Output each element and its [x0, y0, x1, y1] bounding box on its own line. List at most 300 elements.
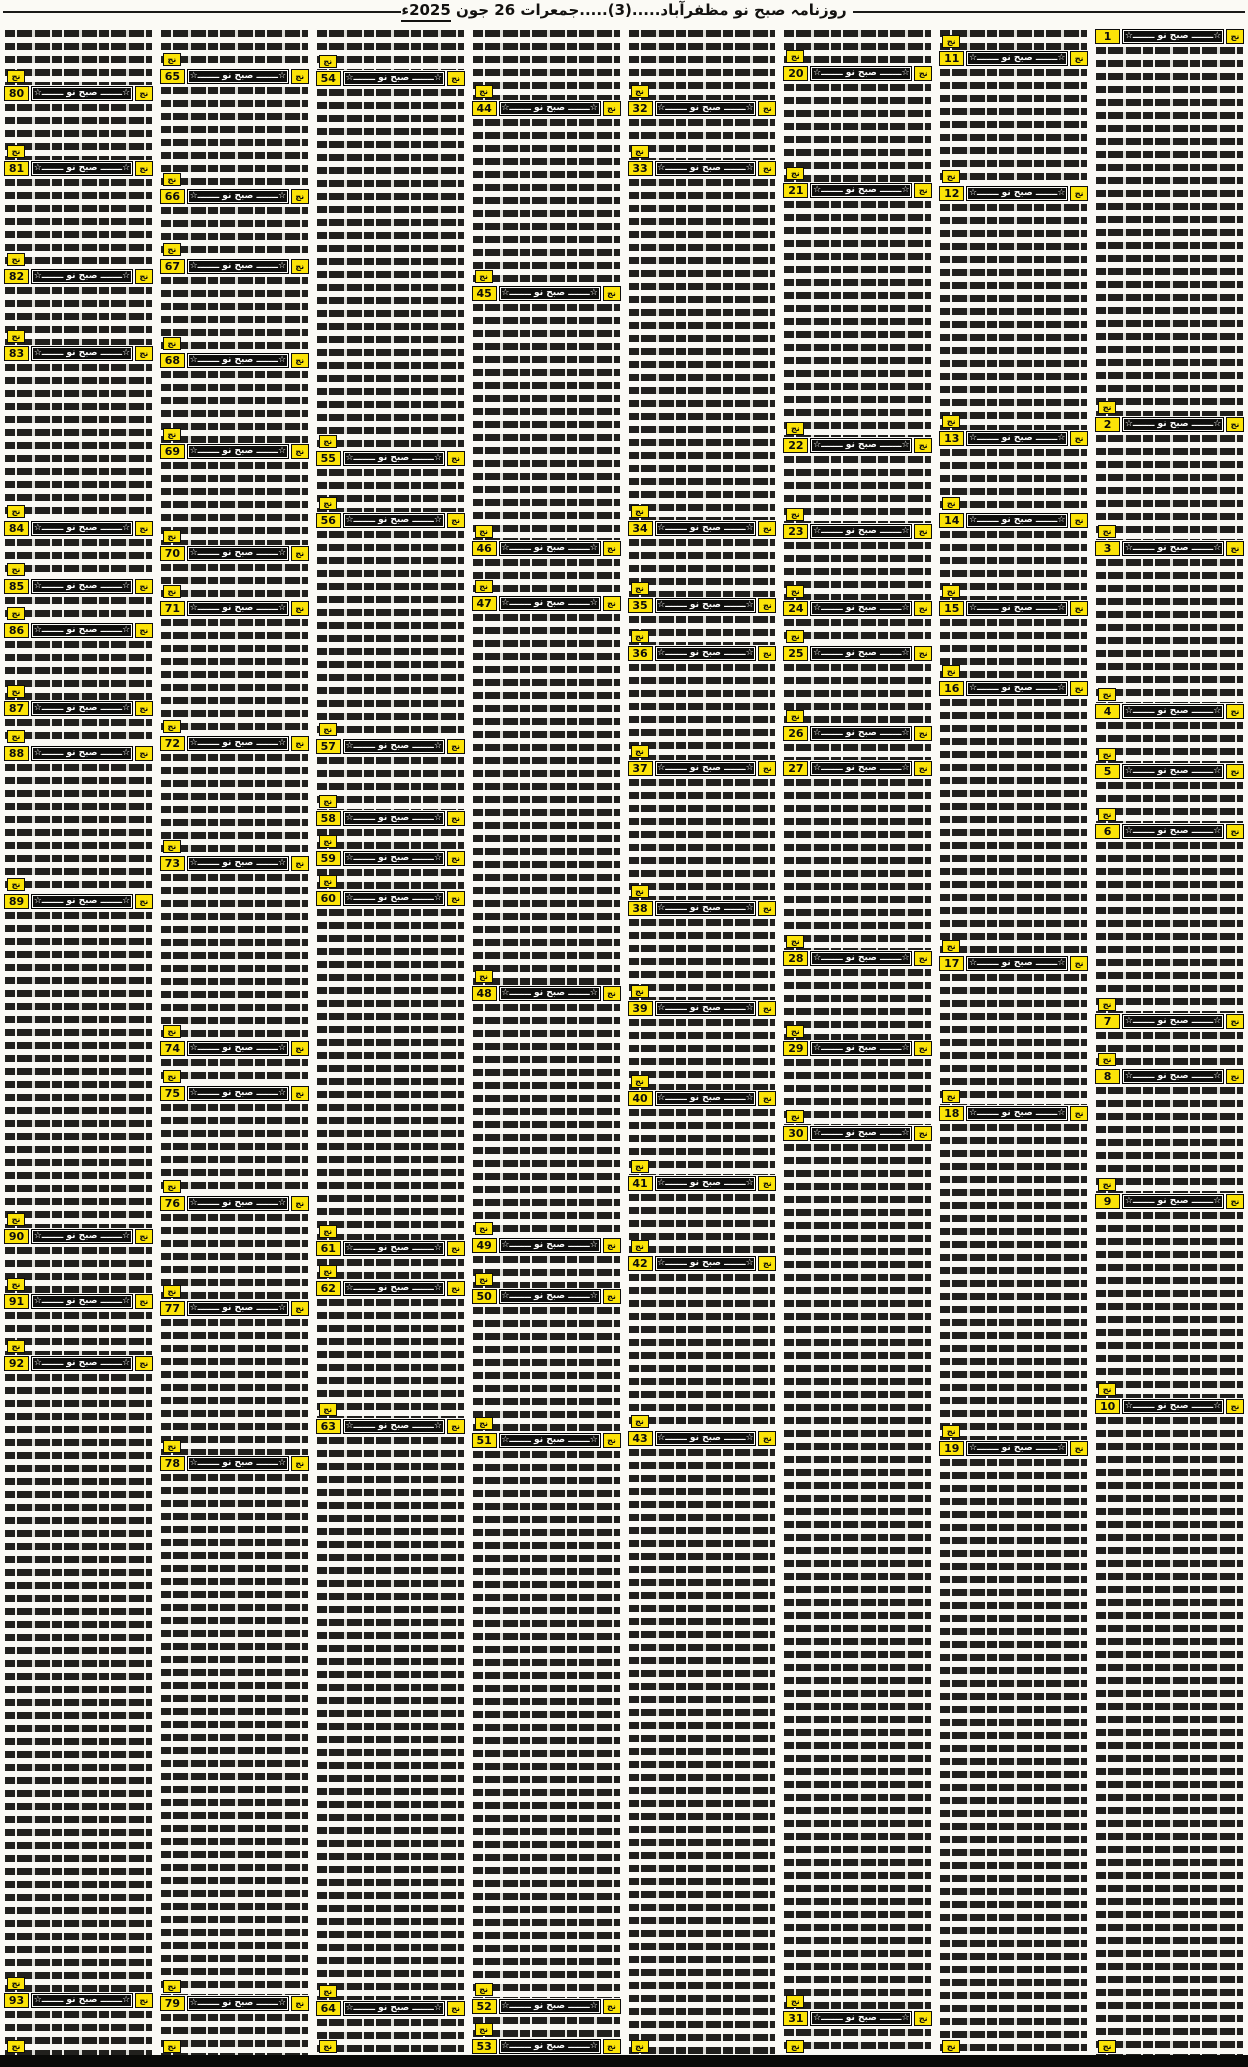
- item-header-marker: نج: [1070, 51, 1088, 66]
- item-body-text: [473, 557, 620, 595]
- item-body-text: [940, 447, 1087, 512]
- item-number-badge: 54: [316, 71, 341, 86]
- item-header-title: ☆ـــــــ صبح نو ـــــــ☆: [343, 451, 445, 466]
- item-header: [1095, 1193, 1244, 1210]
- item-header: [316, 810, 465, 827]
- item-header-title: ☆ـــــــ صبح نو ـــــــ☆: [31, 1229, 133, 1244]
- item-body-text: [784, 454, 931, 523]
- item-header-title: ☆ـــــــ صبح نو ـــــــ☆: [810, 951, 912, 966]
- item-header-title: ☆ـــــــ صبح نو ـــــــ☆: [31, 894, 133, 909]
- item-header: [939, 1105, 1088, 1122]
- item-number-badge: 18: [939, 1106, 964, 1121]
- item-header: [939, 600, 1088, 617]
- item-end-marker: نج: [163, 720, 181, 733]
- item-header-marker: نج: [135, 894, 153, 909]
- item-end-marker: نج: [163, 1440, 181, 1453]
- item-header-marker: نج: [914, 951, 932, 966]
- item-body-text: [317, 87, 464, 450]
- item-number-badge: 30: [783, 1126, 808, 1141]
- item-end-marker: نج: [319, 1265, 337, 1278]
- item-header: [939, 50, 1088, 67]
- item-end-marker: نج: [631, 1415, 649, 1428]
- item-body-text: [161, 275, 308, 352]
- item-header-title: ☆ـــــــ صبح نو ـــــــ☆: [187, 1456, 289, 1471]
- item-header: [316, 70, 465, 87]
- item-end-marker: نج: [475, 85, 493, 98]
- item-body-text: [940, 697, 1087, 955]
- item-body-text: [473, 1002, 620, 1237]
- item-end-marker: نج: [319, 1225, 337, 1238]
- item-header: [4, 622, 153, 639]
- item-end-marker: نج: [1098, 748, 1116, 761]
- item-number-badge: 22: [783, 438, 808, 453]
- item-header-marker: نج: [914, 183, 932, 198]
- item-header: [783, 2010, 932, 2027]
- item-header-marker: نج: [1226, 29, 1244, 44]
- item-header: [316, 450, 465, 467]
- item-header-title: ☆ـــــــ صبح نو ـــــــ☆: [655, 1001, 757, 1016]
- item-header-marker: نج: [1226, 1069, 1244, 1084]
- item-header: [783, 645, 932, 662]
- item-header-marker: نج: [291, 444, 309, 459]
- item-header-marker: نج: [135, 1993, 153, 2008]
- bottom-rule: [0, 2055, 1248, 2067]
- item-end-marker: نج: [942, 585, 960, 598]
- item-header-marker: نج: [914, 438, 932, 453]
- item-header: [1095, 823, 1244, 840]
- item-header-marker: نج: [758, 1431, 776, 1446]
- item-number-badge: 31: [783, 2011, 808, 2026]
- item-body-text: [5, 717, 152, 745]
- item-header-marker: نج: [603, 1433, 621, 1448]
- item-body-text: [5, 2009, 152, 2055]
- item-header-title: ☆ـــــــ صبح نو ـــــــ☆: [1122, 1069, 1224, 1084]
- item-number-badge: 76: [160, 1196, 185, 1211]
- item-header-title: ☆ـــــــ صبح نو ـــــــ☆: [499, 1289, 601, 1304]
- item-body-text: [473, 28, 620, 100]
- item-body-text: [940, 202, 1087, 430]
- item-number-badge: 15: [939, 601, 964, 616]
- item-number-badge: 91: [4, 1294, 29, 1309]
- item-header-marker: نج: [758, 1091, 776, 1106]
- item-header-marker: نج: [603, 101, 621, 116]
- item-body-text: [629, 177, 776, 520]
- item-body-text: [784, 742, 931, 760]
- item-end-marker: نج: [7, 505, 25, 518]
- item-number-badge: 75: [160, 1086, 185, 1101]
- item-header-title: ☆ـــــــ صبح نو ـــــــ☆: [31, 346, 133, 361]
- item-header-marker: نج: [291, 546, 309, 561]
- item-number-badge: 81: [4, 161, 29, 176]
- item-number-badge: 80: [4, 86, 29, 101]
- item-header: [939, 430, 1088, 447]
- item-header-title: ☆ـــــــ صبح نو ـــــــ☆: [655, 1256, 757, 1271]
- item-body-text: [784, 662, 931, 725]
- item-end-marker: نج: [1098, 1053, 1116, 1066]
- item-header-marker: نج: [135, 346, 153, 361]
- item-end-marker: نج: [319, 435, 337, 448]
- item-header-title: ☆ـــــــ صبح نو ـــــــ☆: [187, 189, 289, 204]
- item-number-badge: 42: [628, 1256, 653, 1271]
- item-number-badge: 20: [783, 66, 808, 81]
- item-body-text: [784, 1057, 931, 1125]
- item-header-title: ☆ـــــــ صبح نو ـــــــ☆: [187, 353, 289, 368]
- item-number-badge: 48: [472, 986, 497, 1001]
- item-header-title: ☆ـــــــ صبح نو ـــــــ☆: [31, 269, 133, 284]
- item-header: [4, 160, 153, 177]
- item-header-marker: نج: [1070, 1106, 1088, 1121]
- item-end-marker: نج: [7, 878, 25, 891]
- item-body-text: [317, 2017, 464, 2055]
- item-header: [628, 520, 777, 537]
- item-number-badge: 12: [939, 186, 964, 201]
- item-header: [472, 985, 621, 1002]
- item-header-title: ☆ـــــــ صبح نو ـــــــ☆: [31, 701, 133, 716]
- item-number-badge: 13: [939, 431, 964, 446]
- item-header-marker: نج: [1226, 1399, 1244, 1414]
- item-body-text: [784, 1142, 931, 2010]
- item-body-text: [940, 1122, 1087, 1440]
- item-body-text: [1096, 840, 1243, 1013]
- item-number-badge: 50: [472, 1289, 497, 1304]
- item-header-title: ☆ـــــــ صبح نو ـــــــ☆: [499, 1433, 601, 1448]
- item-header-marker: نج: [914, 646, 932, 661]
- item-body-text: [629, 1192, 776, 1255]
- item-number-badge: 55: [316, 451, 341, 466]
- item-number-badge: 51: [472, 1433, 497, 1448]
- item-header-marker: نج: [1070, 956, 1088, 971]
- item-header: [316, 512, 465, 529]
- news-column: [628, 28, 777, 2055]
- item-end-marker: نج: [942, 415, 960, 428]
- item-end-marker: نج: [319, 875, 337, 888]
- item-header-title: ☆ـــــــ صبح نو ـــــــ☆: [966, 431, 1068, 446]
- item-header: [160, 258, 309, 275]
- item-end-marker: نج: [475, 270, 493, 283]
- item-body-text: [629, 28, 776, 100]
- item-header-title: ☆ـــــــ صبح نو ـــــــ☆: [343, 811, 445, 826]
- news-column: [4, 28, 153, 2055]
- item-number-badge: 92: [4, 1356, 29, 1371]
- item-number-badge: 41: [628, 1176, 653, 1191]
- item-header-title: ☆ـــــــ صبح نو ـــــــ☆: [187, 736, 289, 751]
- item-end-marker: نج: [7, 685, 25, 698]
- item-end-marker: نج: [631, 145, 649, 158]
- item-body-text: [161, 205, 308, 258]
- item-body-text: [473, 2015, 620, 2038]
- news-column: [1095, 28, 1244, 2055]
- item-header: [472, 1432, 621, 1449]
- item-number-badge: 47: [472, 596, 497, 611]
- item-header: [316, 2000, 465, 2017]
- item-header-title: ☆ـــــــ صبح نو ـــــــ☆: [187, 856, 289, 871]
- item-number-badge: 68: [160, 353, 185, 368]
- item-header: [160, 1195, 309, 1212]
- item-header: [4, 520, 153, 537]
- item-end-marker: نج: [786, 585, 804, 598]
- item-number-badge: 8: [1095, 1069, 1120, 1084]
- item-body-text: [161, 369, 308, 443]
- item-header: [1095, 416, 1244, 433]
- item-header: [160, 352, 309, 369]
- item-number-badge: 52: [472, 1999, 497, 2014]
- item-header: [783, 760, 932, 777]
- item-header-marker: نج: [758, 1176, 776, 1191]
- item-header-marker: نج: [447, 513, 465, 528]
- item-number-badge: 87: [4, 701, 29, 716]
- item-body-text: [473, 1305, 620, 1432]
- item-header: [628, 645, 777, 662]
- item-header: [939, 512, 1088, 529]
- item-header-title: ☆ـــــــ صبح نو ـــــــ☆: [343, 513, 445, 528]
- item-header-marker: نج: [1226, 824, 1244, 839]
- item-header-title: ☆ـــــــ صبح نو ـــــــ☆: [1122, 1194, 1224, 1209]
- item-number-badge: 9: [1095, 1194, 1120, 1209]
- item-header: [783, 1040, 932, 1057]
- item-header: [1095, 1068, 1244, 1085]
- item-body-text: [161, 460, 308, 545]
- item-end-marker: نج: [319, 1403, 337, 1416]
- item-end-marker: نج: [631, 745, 649, 758]
- item-header-marker: نج: [1226, 1014, 1244, 1029]
- item-header-title: ☆ـــــــ صبح نو ـــــــ☆: [655, 161, 757, 176]
- item-end-marker: نج: [7, 70, 25, 83]
- item-number-badge: 60: [316, 891, 341, 906]
- item-end-marker: نج: [786, 508, 804, 521]
- item-number-badge: 59: [316, 851, 341, 866]
- item-end-marker: نج: [631, 582, 649, 595]
- item-header-marker: نج: [1226, 704, 1244, 719]
- item-body-text: [940, 617, 1087, 680]
- item-body-text: [1096, 1085, 1243, 1193]
- item-header-marker: نج: [914, 601, 932, 616]
- item-number-badge: 19: [939, 1441, 964, 1456]
- item-number-badge: 58: [316, 811, 341, 826]
- item-header-title: ☆ـــــــ صبح نو ـــــــ☆: [655, 646, 757, 661]
- item-body-text: [5, 639, 152, 700]
- item-header: [316, 890, 465, 907]
- item-header-marker: نج: [291, 601, 309, 616]
- item-header-title: ☆ـــــــ صبح نو ـــــــ☆: [499, 596, 601, 611]
- item-number-badge: 49: [472, 1238, 497, 1253]
- item-header-marker: نج: [603, 286, 621, 301]
- item-body-text: [317, 1297, 464, 1418]
- item-end-marker: نج: [7, 1977, 25, 1990]
- item-end-marker: نج: [786, 422, 804, 435]
- item-body-text: [5, 177, 152, 268]
- item-body-text: [784, 540, 931, 600]
- item-header-marker: نج: [1070, 1441, 1088, 1456]
- item-number-badge: 26: [783, 726, 808, 741]
- item-header-title: ☆ـــــــ صبح نو ـــــــ☆: [655, 521, 757, 536]
- item-body-text: [629, 117, 776, 160]
- item-header-title: ☆ـــــــ صبح نو ـــــــ☆: [966, 513, 1068, 528]
- item-header-title: ☆ـــــــ صبح نو ـــــــ☆: [1122, 1014, 1224, 1029]
- item-end-marker: نج: [7, 607, 25, 620]
- item-header-title: ☆ـــــــ صبح نو ـــــــ☆: [1122, 704, 1224, 719]
- item-body-text: [5, 1245, 152, 1293]
- item-end-marker: نج: [163, 1180, 181, 1193]
- item-header-marker: نج: [758, 646, 776, 661]
- item-header-title: ☆ـــــــ صبح نو ـــــــ☆: [655, 761, 757, 776]
- item-header-marker: نج: [758, 521, 776, 536]
- item-number-badge: 70: [160, 546, 185, 561]
- item-body-text: [784, 777, 931, 950]
- item-body-text: [629, 1017, 776, 1090]
- item-body-text: [629, 662, 776, 760]
- item-number-badge: 85: [4, 579, 29, 594]
- item-header-marker: نج: [135, 161, 153, 176]
- item-number-badge: 28: [783, 951, 808, 966]
- item-header-title: ☆ـــــــ صبح نو ـــــــ☆: [343, 2001, 445, 2016]
- item-header-title: ☆ـــــــ صبح نو ـــــــ☆: [343, 71, 445, 86]
- item-end-marker: نج: [942, 170, 960, 183]
- item-header-title: ☆ـــــــ صبح نو ـــــــ☆: [343, 851, 445, 866]
- item-header-marker: نج: [447, 1241, 465, 1256]
- item-number-badge: 11: [939, 51, 964, 66]
- item-header: [472, 285, 621, 302]
- item-header-marker: نج: [1226, 541, 1244, 556]
- item-header: [783, 65, 932, 82]
- item-body-text: [161, 2012, 308, 2055]
- item-header: [939, 1440, 1088, 1457]
- item-header-title: ☆ـــــــ صبح نو ـــــــ☆: [343, 739, 445, 754]
- item-body-text: [473, 302, 620, 540]
- item-header-title: ☆ـــــــ صبح نو ـــــــ☆: [966, 1441, 1068, 1456]
- item-header-marker: نج: [291, 736, 309, 751]
- item-end-marker: نج: [1098, 401, 1116, 414]
- item-header: [628, 1430, 777, 1447]
- item-header-title: ☆ـــــــ صبح نو ـــــــ☆: [499, 1238, 601, 1253]
- item-end-marker: نج: [319, 2040, 337, 2053]
- item-header: [628, 1000, 777, 1017]
- item-header-marker: نج: [1226, 417, 1244, 432]
- item-body-text: [161, 752, 308, 855]
- item-number-badge: 86: [4, 623, 29, 638]
- item-header-marker: نج: [1070, 681, 1088, 696]
- item-end-marker: نج: [631, 1240, 649, 1253]
- item-header: [783, 950, 932, 967]
- item-header-title: ☆ـــــــ صبح نو ـــــــ☆: [187, 546, 289, 561]
- item-end-marker: نج: [163, 53, 181, 66]
- item-header-marker: نج: [447, 851, 465, 866]
- item-header-title: ☆ـــــــ صبح نو ـــــــ☆: [187, 1041, 289, 1056]
- item-end-marker: نج: [7, 1213, 25, 1226]
- item-header: [160, 1455, 309, 1472]
- item-end-marker: نج: [942, 35, 960, 48]
- item-number-badge: 82: [4, 269, 29, 284]
- item-header-marker: نج: [135, 1356, 153, 1371]
- item-header: [4, 268, 153, 285]
- item-header: [160, 600, 309, 617]
- item-body-text: [629, 1107, 776, 1175]
- item-end-marker: نج: [631, 985, 649, 998]
- item-header-marker: نج: [758, 1256, 776, 1271]
- item-header: [316, 1418, 465, 1435]
- item-number-badge: 56: [316, 513, 341, 528]
- item-end-marker: نج: [1098, 808, 1116, 821]
- item-header-title: ☆ـــــــ صبح نو ـــــــ☆: [655, 1176, 757, 1191]
- item-header: [316, 850, 465, 867]
- item-header: [160, 68, 309, 85]
- item-end-marker: نج: [631, 505, 649, 518]
- item-end-marker: نج: [163, 840, 181, 853]
- item-header-marker: نج: [447, 1419, 465, 1434]
- item-header-marker: نج: [447, 811, 465, 826]
- item-header: [628, 760, 777, 777]
- item-header-marker: نج: [603, 541, 621, 556]
- item-header-marker: نج: [914, 1126, 932, 1141]
- item-end-marker: نج: [163, 337, 181, 350]
- item-header: [628, 160, 777, 177]
- item-end-marker: نج: [942, 1090, 960, 1103]
- item-body-text: [629, 917, 776, 1000]
- item-end-marker: نج: [163, 428, 181, 441]
- item-header-title: ☆ـــــــ صبح نو ـــــــ☆: [343, 1419, 445, 1434]
- item-number-badge: 36: [628, 646, 653, 661]
- item-header-marker: نج: [603, 2039, 621, 2054]
- item-number-badge: 84: [4, 521, 29, 536]
- item-header-title: ☆ـــــــ صبح نو ـــــــ☆: [187, 69, 289, 84]
- item-number-badge: 34: [628, 521, 653, 536]
- item-body-text: [784, 82, 931, 182]
- item-body-text: [940, 67, 1087, 185]
- news-column: [783, 28, 932, 2055]
- item-header-title: ☆ـــــــ صبح نو ـــــــ☆: [810, 524, 912, 539]
- item-header-title: ☆ـــــــ صبح نو ـــــــ☆: [655, 901, 757, 916]
- item-header-title: ☆ـــــــ صبح نو ـــــــ☆: [810, 646, 912, 661]
- item-body-text: [317, 867, 464, 890]
- item-number-badge: 64: [316, 2001, 341, 2016]
- item-body-text: [161, 1212, 308, 1300]
- item-end-marker: نج: [942, 1425, 960, 1438]
- item-header-marker: نج: [1226, 764, 1244, 779]
- item-header: [160, 443, 309, 460]
- item-end-marker: نج: [319, 835, 337, 848]
- item-end-marker: نج: [163, 173, 181, 186]
- item-number-badge: 88: [4, 746, 29, 761]
- item-end-marker: نج: [7, 145, 25, 158]
- item-number-badge: 89: [4, 894, 29, 909]
- item-end-marker: نج: [7, 253, 25, 266]
- item-header-marker: نج: [291, 856, 309, 871]
- item-body-text: [940, 529, 1087, 600]
- item-header: [160, 855, 309, 872]
- item-header-marker: نج: [603, 1289, 621, 1304]
- item-header-marker: نج: [758, 161, 776, 176]
- item-end-marker: نج: [7, 2040, 25, 2053]
- item-header-marker: نج: [447, 451, 465, 466]
- news-column: [472, 28, 621, 2055]
- item-end-marker: نج: [163, 1025, 181, 1038]
- item-header-title: ☆ـــــــ صبح نو ـــــــ☆: [31, 161, 133, 176]
- item-header-title: ☆ـــــــ صبح نو ـــــــ☆: [343, 1241, 445, 1256]
- item-number-badge: 29: [783, 1041, 808, 1056]
- item-header: [783, 523, 932, 540]
- item-header: [316, 738, 465, 755]
- item-end-marker: نج: [1098, 525, 1116, 538]
- item-header-marker: نج: [914, 66, 932, 81]
- item-header-title: ☆ـــــــ صبح نو ـــــــ☆: [810, 601, 912, 616]
- item-header: [4, 700, 153, 717]
- masthead-title: [0, 1, 1248, 19]
- item-body-text: [5, 762, 152, 893]
- item-number-badge: 3: [1095, 541, 1120, 556]
- item-header-marker: نج: [291, 1456, 309, 1471]
- item-header-title: ☆ـــــــ صبح نو ـــــــ☆: [810, 66, 912, 81]
- news-column: [160, 28, 309, 2055]
- item-header: [783, 600, 932, 617]
